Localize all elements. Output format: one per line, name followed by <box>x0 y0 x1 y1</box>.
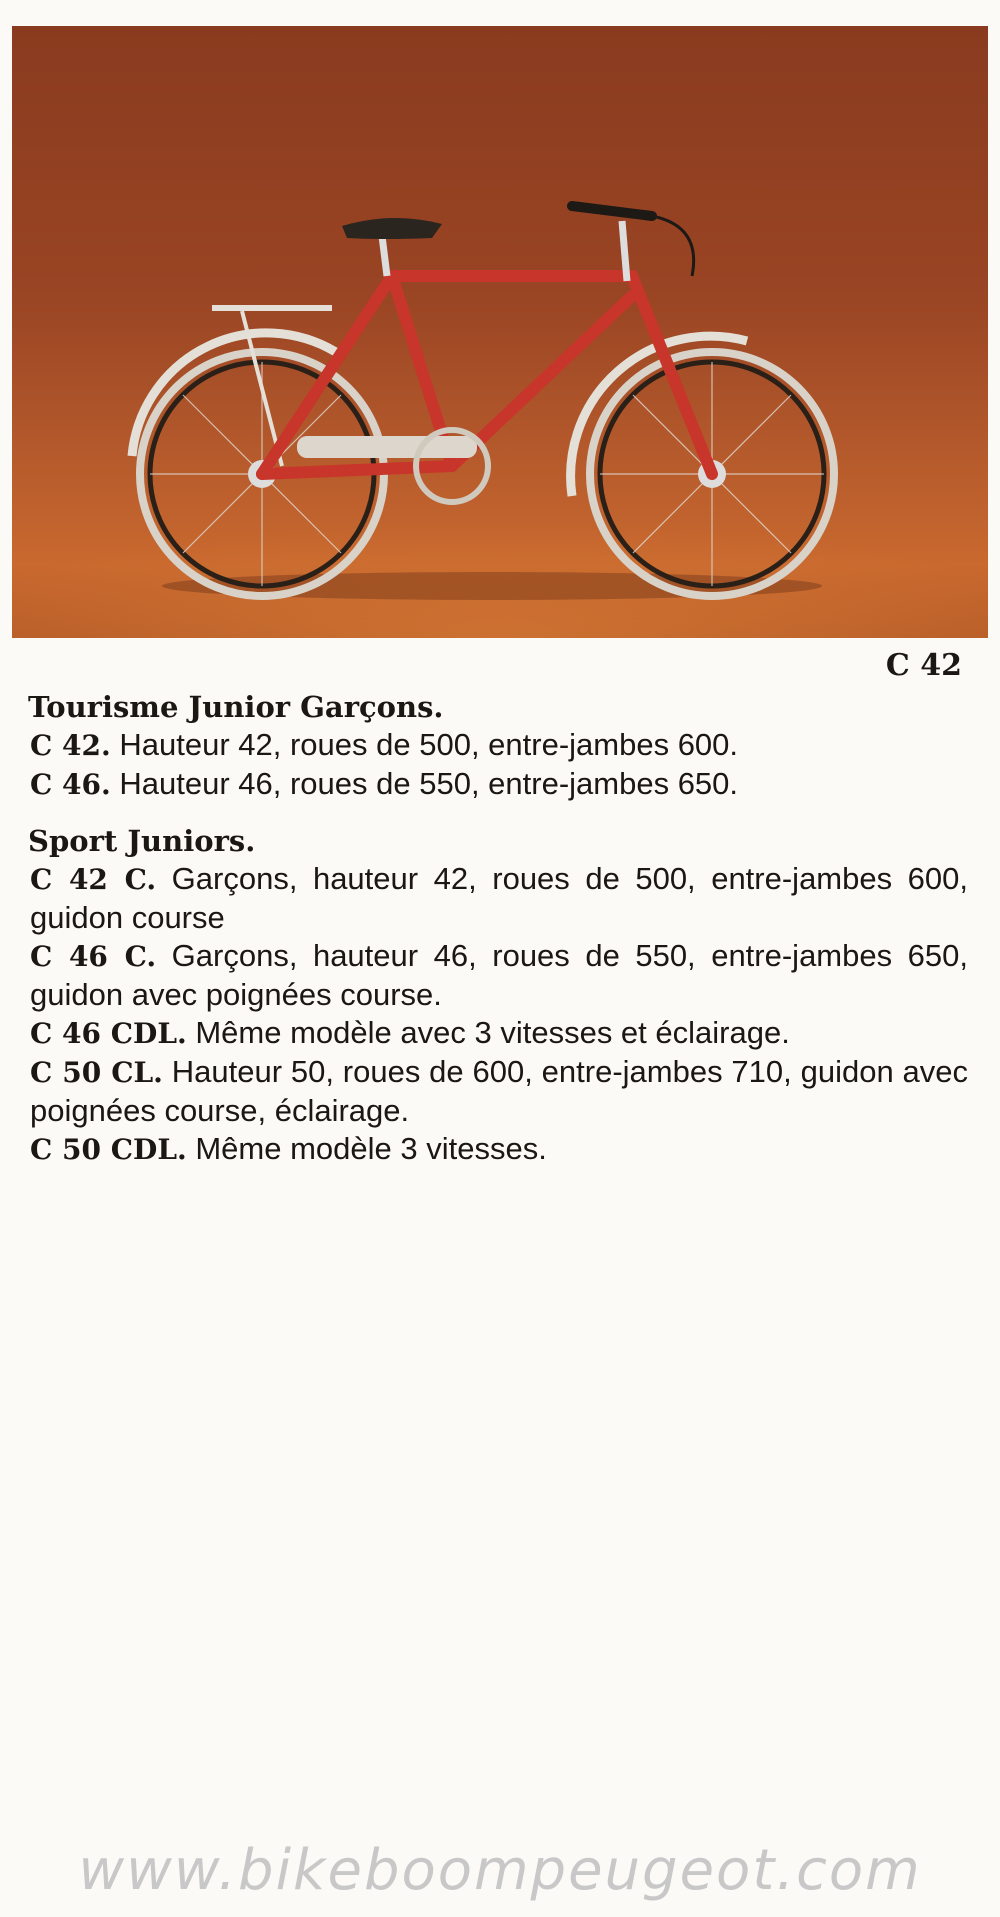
model-code: C 46 C. <box>30 940 157 973</box>
model-code: C 42 C. <box>30 863 157 896</box>
model-description: Hauteur 46, roues de 550, entre-jambes 650. <box>110 766 739 801</box>
model-label: C 42 <box>885 648 962 683</box>
product-list <box>30 688 968 1187</box>
section-tourisme <box>30 688 968 804</box>
model-code: C 42. <box>30 729 111 762</box>
list-item <box>30 1014 968 1053</box>
model-code: C 50 CDL. <box>30 1133 187 1166</box>
model-description: Même modèle avec 3 vitesses et éclairage. <box>186 1015 790 1050</box>
model-description: Hauteur 50, roues de 600, entre-jambes 710, guidon avec poignées course, éclairage. <box>30 1054 968 1128</box>
model-description: Garçons, hauteur 42, roues de 500, entre-jambes 600, guidon course <box>30 861 968 935</box>
model-code: C 46 CDL. <box>30 1017 187 1050</box>
list-item <box>30 860 968 937</box>
list-item <box>30 1130 968 1169</box>
list-item <box>30 726 968 765</box>
watermark: www.bikeboompeugeot.com <box>78 1838 922 1903</box>
list-item <box>30 765 968 804</box>
list-item <box>30 1053 968 1130</box>
section-heading: Sport Juniors. <box>28 824 256 858</box>
model-code: C 46. <box>30 768 111 801</box>
section-heading: Tourisme Junior Garçons. <box>28 690 444 724</box>
model-description: Même modèle 3 vitesses. <box>186 1131 547 1166</box>
model-description: Garçons, hauteur 46, roues de 550, entre-jambes 650, guidon avec poignées course. <box>30 938 968 1012</box>
bicycle-photo <box>12 26 988 638</box>
section-sport <box>30 822 968 1169</box>
model-code: C 50 CL. <box>30 1056 163 1089</box>
list-item <box>30 937 968 1014</box>
bicycle-icon <box>12 26 988 638</box>
model-description: Hauteur 42, roues de 500, entre-jambes 600. <box>110 727 739 762</box>
